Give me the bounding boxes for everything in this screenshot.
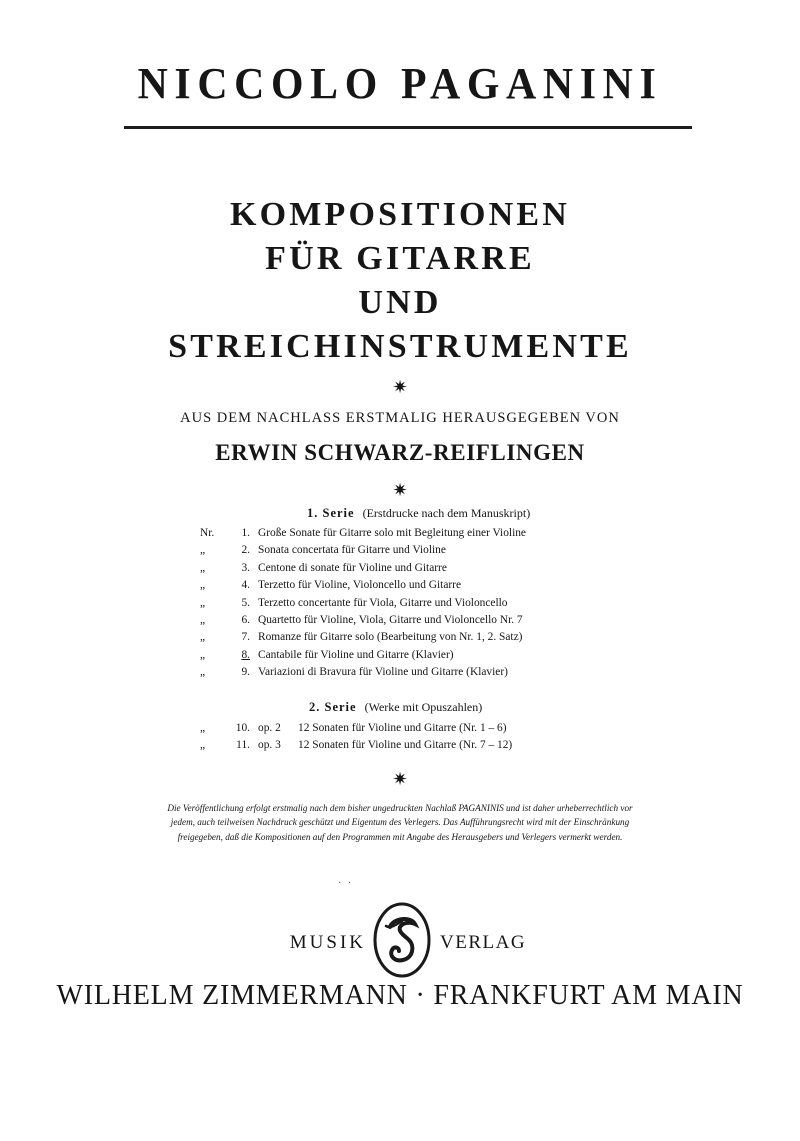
- work-number: 8.: [241, 648, 250, 661]
- work-prefix: „: [200, 648, 206, 661]
- work-item: [200, 631, 620, 648]
- work-title: Romanze für Gitarre solo (Bearbeitung von Nr. 1, 2. Satz): [258, 631, 523, 644]
- work-title: Terzetto concertante für Viola, Gitarre und Violoncello: [258, 596, 508, 609]
- title-rule: [124, 126, 692, 129]
- work-prefix: „: [200, 613, 206, 626]
- ornament-star-1: ✷: [392, 377, 408, 397]
- series-2-work-list: [200, 722, 620, 757]
- work-title: 12 Sonaten für Violine und Gitarre (Nr. 7 – 12): [298, 739, 513, 752]
- work-item: [200, 739, 620, 756]
- title-line-4: STREICHINSTRUMENTE: [168, 328, 632, 365]
- work-title: Sonata concertata für Gitarre und Violine: [258, 544, 446, 557]
- title-line-3: UND: [358, 284, 442, 321]
- notice-line: freigegeben, daß die Kompositionen auf den Programmen mit Angabe des Herausgebers und Verlegers vermerkt werden.: [177, 831, 623, 842]
- work-number: 5.: [241, 596, 250, 609]
- work-number: 4.: [241, 579, 250, 592]
- notice-line: jedem, auch teilweisen Nachdruck geschützt und Eigentum des Verlegers. Das Aufführungsrecht wird mit der Einschränkung: [170, 817, 630, 828]
- work-prefix: „: [200, 631, 206, 644]
- work-title: Große Sonate für Gitarre solo mit Begleitung einer Violine: [258, 527, 526, 539]
- work-item: [200, 614, 620, 631]
- work-prefix: Nr.: [200, 527, 215, 539]
- series-2-subtitle: (Werke mit Opuszahlen): [364, 700, 483, 714]
- work-number: 6.: [241, 613, 250, 626]
- publisher-musik: MUSIK: [289, 932, 366, 953]
- work-number: 7.: [241, 631, 250, 644]
- work-opus: op. 3: [258, 739, 281, 752]
- stray-marks: · ·: [338, 878, 354, 889]
- work-item: [200, 666, 620, 683]
- series-2-heading: [309, 700, 482, 715]
- work-prefix: „: [200, 561, 206, 574]
- work-title: Variazioni di Bravura für Violine und Gitarre (Klavier): [258, 666, 508, 679]
- work-number: 2.: [241, 544, 250, 557]
- title-line-2: FÜR GITARRE: [265, 240, 535, 277]
- title-line-1: KOMPOSITIONEN: [229, 196, 571, 233]
- work-item: [200, 562, 620, 579]
- work-item: [200, 722, 620, 739]
- work-number: 9.: [241, 666, 250, 679]
- work-title: Terzetto für Violine, Violoncello und Gitarre: [258, 579, 462, 592]
- work-title: Cantabile für Violine und Gitarre (Klavier): [258, 648, 454, 661]
- editor-intro: AUS DEM NACHLASS ERSTMALIG HERAUSGEGEBEN VON: [180, 410, 620, 426]
- series-1-label: 1. Serie: [307, 506, 355, 520]
- work-title: Centone di sonate für Violine und Gitarre: [258, 561, 447, 574]
- work-prefix: „: [200, 722, 206, 734]
- editor-name: ERWIN SCHWARZ-REIFLINGEN: [215, 440, 585, 465]
- work-item: [200, 649, 620, 666]
- work-item: [200, 527, 620, 544]
- publisher-verlag: VERLAG: [440, 932, 527, 953]
- work-number: 1.: [241, 527, 250, 539]
- ornament-star-2: ✷: [392, 480, 408, 500]
- publisher-imprint: WILHELM ZIMMERMANN · FRANKFURT AM MAIN: [56, 980, 744, 1011]
- work-number: 3.: [241, 561, 250, 574]
- copyright-notice: [100, 801, 700, 844]
- work-item: [200, 544, 620, 561]
- work-prefix: „: [200, 579, 206, 592]
- work-number: 10.: [235, 722, 250, 734]
- publisher-logo-icon: [371, 900, 433, 980]
- notice-line: Die Veröffentlichung erfolgt erstmalig nach dem bisher ungedruckten Nachlaß PAGANINIS und ist daher urheberrechtlich vor: [167, 803, 633, 813]
- work-prefix: „: [200, 666, 206, 679]
- series-1-subtitle: (Erstdrucke nach dem Manuskript): [362, 506, 531, 520]
- series-2-label: 2. Serie: [309, 700, 357, 714]
- work-title: Quartetto für Violine, Viola, Gitarre und Violoncello Nr. 7: [258, 613, 523, 626]
- series-1-heading: [307, 506, 530, 521]
- work-opus: op. 2: [258, 722, 281, 734]
- work-title: 12 Sonaten für Violine und Gitarre (Nr. 1 – 6): [298, 722, 507, 734]
- composer-name: NICCOLO PAGANINI: [137, 59, 663, 108]
- work-prefix: „: [200, 739, 206, 752]
- work-prefix: „: [200, 596, 206, 609]
- work-prefix: „: [200, 544, 206, 557]
- work-item: [200, 597, 620, 614]
- ornament-star-3: ✷: [392, 769, 408, 789]
- series-1-work-list: [200, 527, 620, 684]
- work-number: 11.: [236, 739, 250, 752]
- work-item: [200, 579, 620, 596]
